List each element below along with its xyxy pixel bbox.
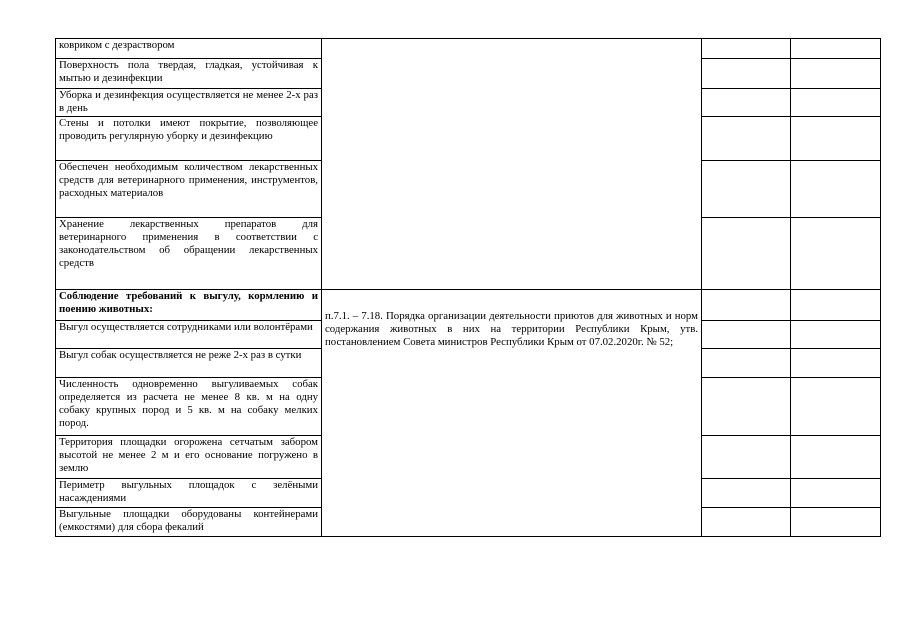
table-row [56,290,881,321]
note-cell[interactable] [791,117,881,161]
requirement-cell: ковриком с дезраствором [56,39,322,59]
answer-cell[interactable] [702,59,791,89]
note-cell[interactable] [791,161,881,218]
requirement-cell: Численность одновременно выгуливаемых собак определяется из расчета не менее 8 кв. м на одну собаку крупных пород и 5 кв. м на собаку мелких пород. [56,378,322,436]
note-cell[interactable] [791,349,881,378]
note-cell[interactable] [791,378,881,436]
note-cell[interactable] [791,436,881,479]
reference-text: п.7.1. – 7.18. Порядка организации деятельности приютов для животных и норм содержания животных в них на территории Республики Крым, утв. постановлением Совета министров Республики Крым от 07.02.2020г. № 52; [325,310,698,348]
requirement-cell: Поверхность пола твердая, гладкая, устойчивая к мытью и дезинфекции [56,59,322,89]
note-cell[interactable] [791,39,881,59]
requirement-cell: Территория площадки огорожена сетчатым забором высотой не менее 2 м и его основание погружено в землю [56,436,322,479]
requirement-cell: Обеспечен необходимым количеством лекарственных средств для ветеринарного применения, инструментов, расходных материалов [56,161,322,218]
answer-cell[interactable] [702,321,791,349]
requirements-table [55,38,881,537]
answer-cell[interactable] [702,479,791,508]
requirement-cell: Стены и потолки имеют покрытие, позволяющее проводить регулярную уборку и дезинфекцию [56,117,322,161]
reference-cell [322,39,702,290]
note-cell[interactable] [791,89,881,117]
answer-cell[interactable] [702,378,791,436]
note-cell[interactable] [791,290,881,321]
requirement-cell: Периметр выгульных площадок с зелёными насаждениями [56,479,322,508]
note-cell[interactable] [791,59,881,89]
answer-cell[interactable] [702,161,791,218]
note-cell[interactable] [791,321,881,349]
note-cell[interactable] [791,508,881,537]
reference-cell [322,290,702,537]
note-cell[interactable] [791,218,881,290]
answer-cell[interactable] [702,349,791,378]
answer-cell[interactable] [702,117,791,161]
requirement-cell: Выгульные площадки оборудованы контейнерами (емкостями) для сбора фекалий [56,508,322,537]
note-cell[interactable] [791,479,881,508]
answer-cell[interactable] [702,39,791,59]
answer-cell[interactable] [702,436,791,479]
requirement-cell: Выгул осуществляется сотрудниками или волонтёрами [56,321,322,349]
answer-cell[interactable] [702,218,791,290]
table-row [56,39,881,59]
requirement-cell: Выгул собак осуществляется не реже 2-х раз в сутки [56,349,322,378]
requirement-cell: Хранение лекарственных препаратов для ветеринарного применения в соответствии с законодательством об обращении лекарственных средств [56,218,322,290]
requirement-cell: Уборка и дезинфекция осуществляется не менее 2-х раз в день [56,89,322,117]
section-heading: Соблюдение требований к выгулу, кормлению и поению животных: [56,290,322,321]
answer-cell[interactable] [702,290,791,321]
answer-cell[interactable] [702,508,791,537]
answer-cell[interactable] [702,89,791,117]
